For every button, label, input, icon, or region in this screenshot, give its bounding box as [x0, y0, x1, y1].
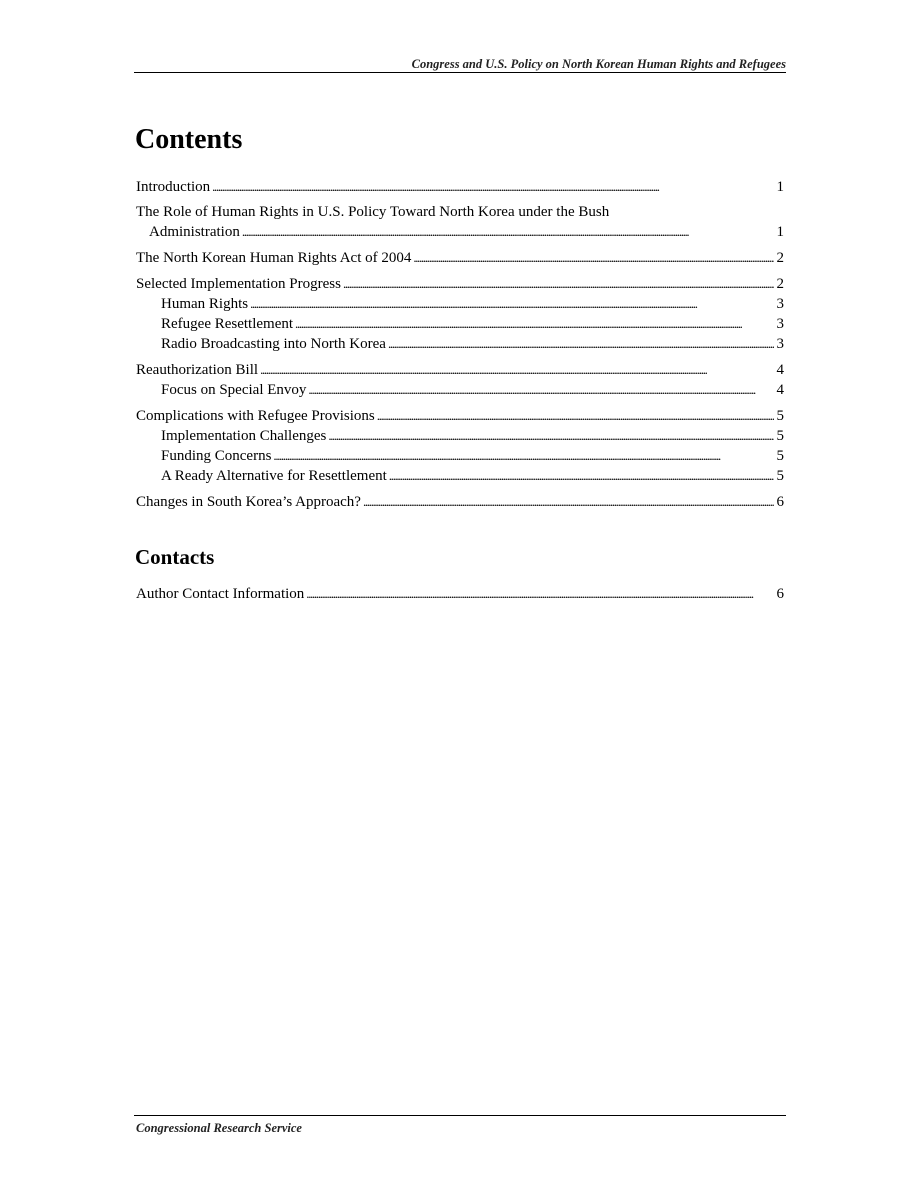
- toc-entry-implementation-challenges[interactable]: [136, 426, 784, 446]
- dot-leader: [273, 446, 773, 466]
- toc-page-number: 1: [776, 224, 784, 240]
- toc-entry-title: Administration: [149, 224, 240, 240]
- toc-entry-title: Complications with Refugee Provisions: [136, 408, 375, 424]
- toc-page-number: 3: [776, 336, 784, 352]
- toc-entry-title: The North Korean Human Rights Act of 2004: [136, 250, 412, 266]
- toc-entry-title: Human Rights: [161, 296, 249, 312]
- toc-page-number: 2: [776, 250, 784, 266]
- running-footer: Congressional Research Service: [136, 1121, 302, 1135]
- dot-leader: [242, 222, 774, 242]
- dot-leader: [295, 314, 773, 334]
- dot-leader: [389, 466, 774, 486]
- toc-entry-title: Reauthorization Bill: [136, 362, 259, 378]
- toc-page-number: 3: [776, 296, 784, 312]
- toc-entry-title: Author Contact Information: [136, 586, 305, 602]
- toc-entry-title: Radio Broadcasting into North Korea: [161, 336, 386, 352]
- toc-page-number: 1: [776, 179, 784, 195]
- contacts-heading: Contacts: [135, 545, 215, 569]
- toc-entry-role-of-human-rights-line1[interactable]: The Role of Human Rights in U.S. Policy Toward North Korea under the Bush: [136, 204, 610, 220]
- toc-entry-reauthorization-bill[interactable]: [136, 360, 784, 380]
- toc-entry-title: Focus on Special Envoy: [161, 382, 307, 398]
- toc-entry-complications-refugee-provisions[interactable]: [136, 406, 784, 426]
- contacts-list: [136, 584, 784, 604]
- toc-entry-role-of-human-rights[interactable]: [136, 222, 784, 242]
- toc-entry-title: Funding Concerns: [161, 448, 272, 464]
- dot-leader: [388, 334, 774, 354]
- toc-entry-title: Changes in South Korea’s Approach?: [136, 494, 361, 510]
- toc-entry-human-rights[interactable]: [136, 294, 784, 314]
- dot-leader: [260, 360, 773, 380]
- dot-leader: [343, 274, 774, 294]
- toc-page-number: 5: [776, 468, 784, 484]
- toc-page-number: 5: [776, 428, 784, 444]
- contents-list: [136, 177, 784, 512]
- dot-leader: [212, 177, 773, 197]
- toc-entry-ready-alternative[interactable]: [136, 466, 784, 486]
- toc-entry-radio-broadcasting[interactable]: [136, 334, 784, 354]
- toc-page-number: 6: [776, 586, 784, 602]
- toc-page-number: 5: [776, 408, 784, 424]
- header-rule: [134, 72, 786, 73]
- toc-page-number: 4: [776, 382, 784, 398]
- toc-page-number: 5: [776, 448, 784, 464]
- dot-leader: [363, 492, 774, 512]
- dot-leader: [250, 294, 773, 314]
- toc-page-number: 2: [776, 276, 784, 292]
- toc-entry-title: Implementation Challenges: [161, 428, 327, 444]
- toc-entry-author-contact[interactable]: [136, 584, 784, 604]
- toc-entry-special-envoy[interactable]: [136, 380, 784, 400]
- toc-entry-title: Refugee Resettlement: [161, 316, 294, 332]
- toc-entry-nkhra-2004[interactable]: [136, 248, 784, 268]
- toc-entry-south-korea-approach[interactable]: [136, 492, 784, 512]
- toc-entry-title: Selected Implementation Progress: [136, 276, 341, 292]
- footer-rule: [134, 1115, 786, 1116]
- toc-page-number: 3: [776, 316, 784, 332]
- toc-page-number: 6: [776, 494, 784, 510]
- toc-entry-title: Introduction: [136, 179, 211, 195]
- running-header: Congress and U.S. Policy on North Korean Human Rights and Refugees: [411, 57, 786, 71]
- toc-page-number: 4: [776, 362, 784, 378]
- contents-heading: Contents: [135, 124, 243, 155]
- toc-entry-refugee-resettlement[interactable]: [136, 314, 784, 334]
- dot-leader: [413, 248, 773, 268]
- toc-entry-funding-concerns[interactable]: [136, 446, 784, 466]
- dot-leader: [308, 380, 773, 400]
- dot-leader: [377, 406, 774, 426]
- dot-leader: [306, 584, 773, 604]
- toc-entry-title: A Ready Alternative for Resettlement: [161, 468, 387, 484]
- dot-leader: [328, 426, 773, 446]
- toc-entry-introduction[interactable]: [136, 177, 784, 197]
- toc-entry-selected-implementation-progress[interactable]: [136, 274, 784, 294]
